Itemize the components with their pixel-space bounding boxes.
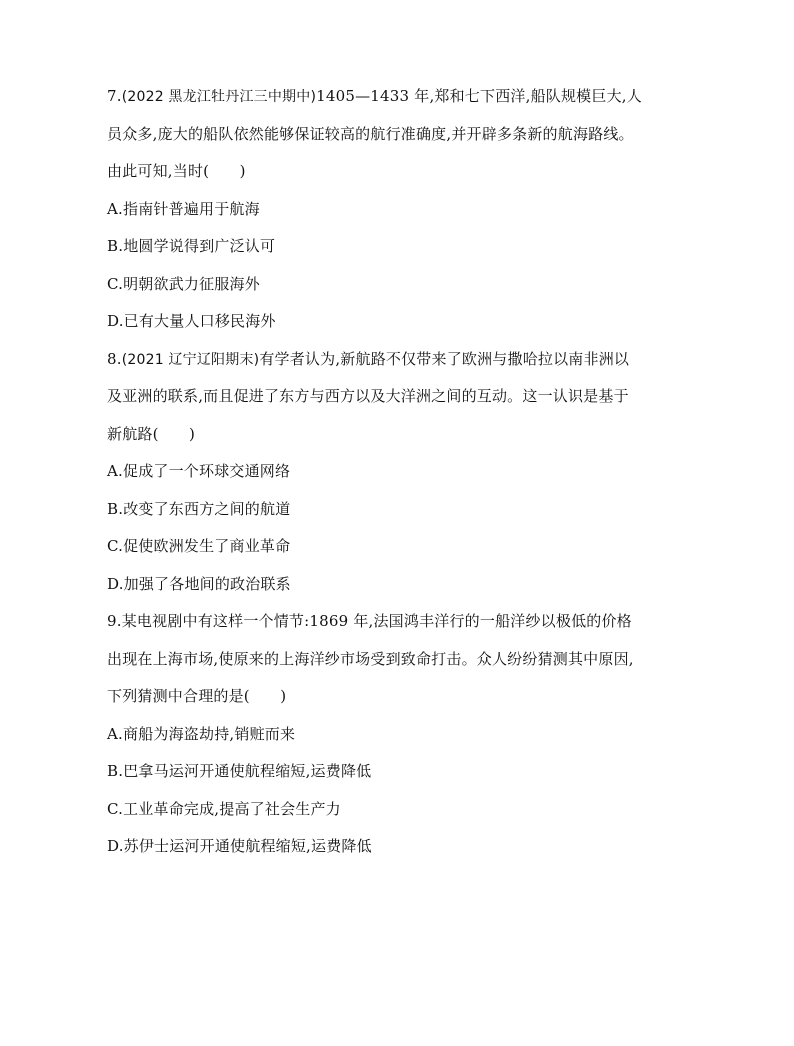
question-stem-line bbox=[107, 349, 707, 369]
question-stem-line: 出现在上海市场,使原来的上海洋纱市场受到致命打击。众人纷纷猜测其中原因, bbox=[107, 649, 634, 668]
question-source: (2021 辽宁辽阳期末) bbox=[121, 351, 260, 368]
question-number: 7. bbox=[107, 87, 122, 105]
option-c: C.明朝欲武力征服海外 bbox=[107, 274, 260, 293]
question-stem-line: 由此可知,当时( ) bbox=[107, 162, 246, 180]
question-stem-line: 及亚洲的联系,而且促进了东方与西方以及大洋洲之间的互动。这一认识是基于 bbox=[107, 387, 629, 405]
question-stem-line: 下列猜测中合理的是( ) bbox=[107, 687, 287, 705]
document-page bbox=[107, 86, 707, 874]
question-stem-line: 员众多,庞大的船队依然能够保证较高的航行准确度,并开辟多条新的航海路线。 bbox=[107, 124, 634, 143]
question-stem-text: 有学者认为,新航路不仅带来了欧洲与撒哈拉以南非洲以 bbox=[259, 349, 630, 368]
question-number: 9. bbox=[107, 612, 122, 630]
option-b: B.改变了东西方之间的航道 bbox=[107, 499, 291, 518]
option-c: C.促使欧洲发生了商业革命 bbox=[107, 537, 291, 555]
question-number: 8. bbox=[107, 349, 122, 368]
question-stem-text: 某电视剧中有这样一个情节:1869 年,法国鸿丰洋行的一船洋纱以极低的价格 bbox=[121, 612, 632, 630]
option-d: D.苏伊士运河开通使航程缩短,运费降低 bbox=[107, 837, 372, 855]
option-d: D.加强了各地间的政治联系 bbox=[107, 574, 291, 593]
option-b: B.巴拿马运河开通使航程缩短,运费降低 bbox=[107, 762, 372, 780]
question-stem-text: 1405—1433 年,郑和七下西洋,船队规模巨大,人 bbox=[316, 87, 642, 105]
option-c: C.工业革命完成,提高了社会生产力 bbox=[107, 799, 341, 818]
option-b: B.地圆学说得到广泛认可 bbox=[107, 237, 276, 255]
question-stem-line: 新航路( ) bbox=[107, 424, 196, 443]
question-source: (2022 黑龙江牡丹江三中期中) bbox=[121, 89, 317, 105]
option-a: A.指南针普遍用于航海 bbox=[107, 199, 260, 218]
option-a: A.促成了一个环球交通网络 bbox=[107, 462, 291, 480]
option-a: A.商船为海盗劫持,销赃而来 bbox=[107, 724, 296, 743]
question-stem-line bbox=[107, 86, 707, 106]
question-stem-line bbox=[107, 611, 707, 631]
option-d: D.已有大量人口移民海外 bbox=[107, 312, 276, 330]
question-7 bbox=[107, 86, 707, 331]
question-9 bbox=[107, 611, 707, 856]
question-8 bbox=[107, 349, 707, 594]
